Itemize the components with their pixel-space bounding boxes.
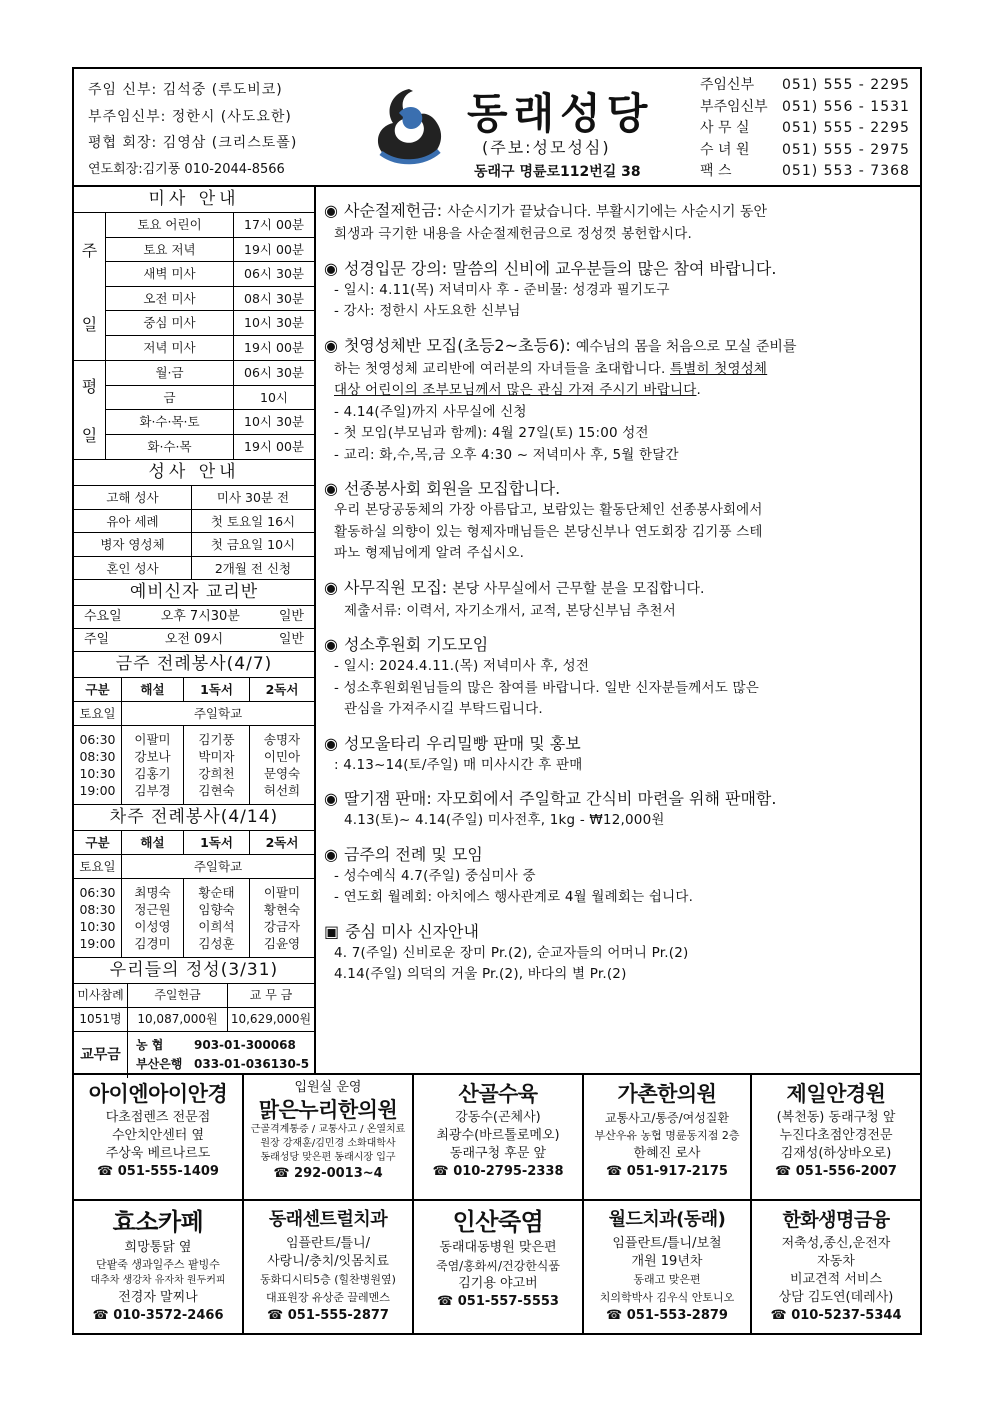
notice-bible-lecture: ◉ 성경입문 강의: 말씀의 신비에 교우분들의 많은 참여 바랍니다. - 일시: 4.11(목) 저녁미사 후 - 준비물: 성경과 필기도구 - 강사: 정한시 사도요한 신부님 (324, 258, 777, 319)
clergy-list (88, 77, 297, 183)
mass-row: 중심 미사 10시 30분 (106, 311, 314, 336)
service-head: 구분 해설 1독서 2독서 (74, 678, 314, 702)
mass-row: 금 10시 (106, 386, 314, 411)
header (74, 69, 920, 187)
mass-row: 오전 미사 08시 30분 (106, 287, 314, 312)
church-logo-icon (369, 83, 449, 169)
ad-row (74, 1073, 920, 1199)
notice-vocation-prayer: ◉ 성소후원회 기도모임 - 일시: 2024.4.11.(목) 저녁미사 후, 성전 - 성소후원회원님들의 많은 참여를 바랍니다. 일반 신자분들께서도 많은 관심을 가져주시길 부탁드립니다. (324, 635, 759, 717)
ad-card: 아이엔아이안경 다초점렌즈 전문점 수안치안센터 옆 주상욱 베르나르도 ☎ 051-555-1409 (74, 1075, 244, 1199)
bank-row: 농 협 903-01-300068 (136, 1038, 296, 1052)
sunday-mass-table (74, 213, 314, 361)
sacrament-row: 고해 성사 미사 30분 전 (74, 486, 314, 510)
patron: (주보:성모성심) (482, 138, 611, 157)
service-next-title: 차주 전례봉사(4/14) (74, 805, 314, 831)
notice-liturgy: ◉ 금주의 전례 및 모임 - 성수예식 4.7(주일) 중심미사 중 - 연도회 월례회: 아치에스 행사관계로 4월 월례회는 쉽니다. (324, 844, 694, 905)
offering-values: 1051명 10,087,000원 10,629,000원 (74, 1008, 314, 1032)
service-saturday: 토요일 주일학교 (74, 702, 314, 726)
advertisements (74, 1073, 920, 1333)
sacrament-row: 유아 세례 첫 토요일 16시 (74, 510, 314, 534)
bank-row: 부산은행 033-01-036130-5 (136, 1057, 310, 1071)
ad-card: 월드치과(동래) 임플란트/틀니/보철 개원 19년차 동래고 맞은편 치의학박사 김우식 안토니오 ☎ 051-553-2879 (584, 1201, 752, 1333)
mass-row: 화·수·목·토 10시 30분 (106, 410, 314, 435)
offering-head: 미사참례 주일헌금 교 무 금 (74, 984, 314, 1008)
phone-number: ☎ 010-2795-2338 (432, 1164, 564, 1179)
mass-row: 토요 어린이 17시 00분 (106, 213, 314, 238)
service-table: 06:30 08:30 10:30 19:00 최명숙 정근원 이성영 김경미 황순태 임향숙 이희석 김성훈 이팔미 황현숙 강금자 김윤영 (74, 879, 314, 958)
ad-card: 인산죽염 동래대동병원 맞은편 죽염/홍화씨/건강한식품 김기용 야고버 ☎ 051-557-5553 (414, 1201, 584, 1333)
offering-title: 우리들의 정성(3/31) (74, 958, 314, 984)
mass-row: 저녁 미사 19시 00분 (106, 336, 314, 361)
ad-row (74, 1199, 920, 1333)
catechumen-title: 예비신자 교리반 (74, 580, 314, 606)
phone-number: ☎ 051-557-5553 (437, 1294, 559, 1309)
phone-number: ☎ 010-5237-5344 (770, 1308, 902, 1323)
service-saturday: 토요일 주일학교 (74, 855, 314, 879)
weekday-label: 평 일 (74, 361, 106, 459)
bulletin-frame (72, 67, 922, 1335)
contact-row: 사 무 실 051) 555 - 2295 (700, 120, 910, 136)
mass-title: 미사 안내 (74, 187, 314, 213)
catechumen-row: 수요일 오후 7시30분 일반 (74, 606, 314, 629)
bank-accounts: 교무금 농 협 903-01-300068 부산은행 033-01-036130-5 (74, 1032, 314, 1078)
mass-row: 새벽 미사 06시 30분 (106, 262, 314, 287)
service-head: 구분 해설 1독서 2독서 (74, 831, 314, 855)
council-president: 평협 회장: 김영삼 (크리스토폴) (88, 135, 298, 151)
phone-number: ☎ 051-556-2007 (775, 1164, 897, 1179)
assistant-pastor: 부주임신부: 정한시 (사도요한) (88, 108, 292, 125)
left-column (74, 187, 316, 1073)
notice-staff-recruit: ◉ 사무직원 모집: 본당 사무실에서 근무할 분을 모집합니다. 제출서류: 이력서, 자기소개서, 교적, 본당신부님 추천서 (324, 577, 705, 619)
church-address: 동래구 명륜로112번길 38 (474, 164, 641, 180)
ad-card: 입원실 운영 맑은누리한의원 근골격계통증 / 교통사고 / 온열치료 원장 강재훈/김민경 소화대학사 동래성당 맞은편 동래시장 입구 ☎ 292-0013~4 (244, 1075, 414, 1199)
ad-card: 산골수육 강동수(곤체사) 최광수(바르톨로메오) 동래구청 후문 앞 ☎ 010-2795-2338 (414, 1075, 584, 1199)
phone-number: ☎ 292-0013~4 (273, 1166, 383, 1181)
notice-first-communion: ◉ 첫영성체반 모집(초등2~초등6): 예수님의 몸을 처음으로 모실 준비를 하는 첫영성체 교리반에 여러분의 자녀들을 초대합니다. 특별히 첫영성체 대상 어린이의 조부모님께서 많은 관심 가져 주시기 바랍니다. - 4.14(주일)까지 사무실에 신청 - 첫 모임(부모님과 함께): 4월 27일(토) 15:00 성전 - 교리: 화,수,목,금 오후 4:30 ~ 저녁미사 후, 5월 한달간 (324, 335, 797, 463)
phone-number: ☎ 051-553-2879 (606, 1308, 728, 1323)
contact-row: 수 녀 원 051) 555 - 2975 (700, 141, 910, 158)
yeondo-president: 연도회장:김기풍 010-2044-8566 (88, 161, 285, 177)
contact-row: 부주임신부 051) 556 - 1531 (700, 98, 910, 115)
sacrament-title: 성사 안내 (74, 460, 314, 486)
contact-row: 주임신부 051) 555 - 2295 (700, 77, 910, 93)
catechumen-row: 주일 오전 09시 일반 (74, 629, 314, 652)
church-name: 동래성당 (467, 89, 654, 138)
notice-lent-offering: ◉ 사순절제헌금: 사순시기가 끝났습니다. 부활시기에는 사순시기 동안 희생과 극기한 내용을 사순절제헌금으로 정성껏 봉헌합시다. (324, 201, 767, 242)
ad-card: 제일안경원 (복천동) 동래구청 앞 누진다초점안경전문 김재성(하상바오로) ☎ 051-556-2007 (752, 1075, 920, 1199)
mass-row: 월·금 06시 30분 (106, 361, 314, 386)
notice-funeral-service: ◉ 선종봉사회 회원을 모집합니다. 우리 본당공동체의 가장 아름답고, 보람있는 활동단체인 선종봉사회에서 활동하실 의향이 있는 형제자매님들은 본당신부나 연도회장 김기풍 스테 파노 형제님에게 알려 주십시오. (324, 479, 763, 561)
sacrament-row: 혼인 성사 2개월 전 신청 (74, 557, 314, 581)
pastor: 주임 신부: 김석중 (루도비코) (88, 82, 283, 98)
notice-bread-sale: ◉ 성모울타리 우리밀빵 판매 및 홍보 : 4.13~14(토/주일) 매 미사시간 후 판매 (324, 733, 583, 773)
service-table: 06:30 08:30 10:30 19:00 이팔미 강보나 김홍기 김부경 김기풍 박미자 강희천 김현숙 송명자 이민아 문영숙 허선희 (74, 726, 314, 805)
sacrament-row: 병자 영성체 첫 금요일 10시 (74, 533, 314, 557)
ad-card: 가촌한의원 교통사고/통증/여성질환 부산우유 농협 명륜동지점 2층 한혜진 로사 ☎ 051-917-2175 (584, 1075, 752, 1199)
contact-list (700, 75, 910, 183)
ad-card: 한화생명금융 저축성,종신,운전자 자동차 비교견적 서비스 상담 김도연(데레사) ☎ 010-5237-5344 (752, 1201, 920, 1333)
notice-mass-guide: ▣ 중심 미사 신자안내 4. 7(주일) 신비로운 장미 Pr.(2), 순교자들의 어머니 Pr.(2) 4.14(주일) 의덕의 거울 Pr.(2), 바다의 별 Pr.(2) (324, 921, 689, 982)
ad-card: 동래센트럴치과 임플란트/틀니/ 사랑니/충치/잇몸치료 동화디시티5층 (힐찬병원옆) 대표원장 유상준 끌레멘스 ☎ 051-555-2877 (244, 1201, 414, 1333)
ad-card: 효소카페 희망통닭 옆 단팥죽 생과일주스 팥빙수 대추차 생강차 유자차 원두커피 전경자 말찌나 ☎ 010-3572-2466 (74, 1201, 244, 1333)
phone-number: ☎ 051-555-1409 (97, 1164, 219, 1179)
phone-number: ☎ 010-3572-2466 (92, 1308, 224, 1323)
phone-number: ☎ 051-917-2175 (606, 1164, 728, 1179)
sunday-label: 주 일 (74, 213, 106, 360)
contact-row: 팩 스 051) 553 - 7368 (700, 163, 910, 179)
mass-row: 화·수·목 19시 00분 (106, 435, 314, 460)
phone-number: ☎ 051-555-2877 (267, 1308, 389, 1323)
mass-row: 토요 저녁 19시 00분 (106, 238, 314, 263)
notice-list (324, 199, 914, 1069)
notice-jam-sale: ◉ 딸기잼 판매: 자모회에서 주일학교 간식비 마련을 위해 판매함. 4.13(토)~ 4.14(주일) 미사전후, 1kg - ₩12,000원 (324, 789, 777, 828)
weekday-mass-table (74, 361, 314, 460)
service-this-title: 금주 전례봉사(4/7) (74, 652, 314, 678)
